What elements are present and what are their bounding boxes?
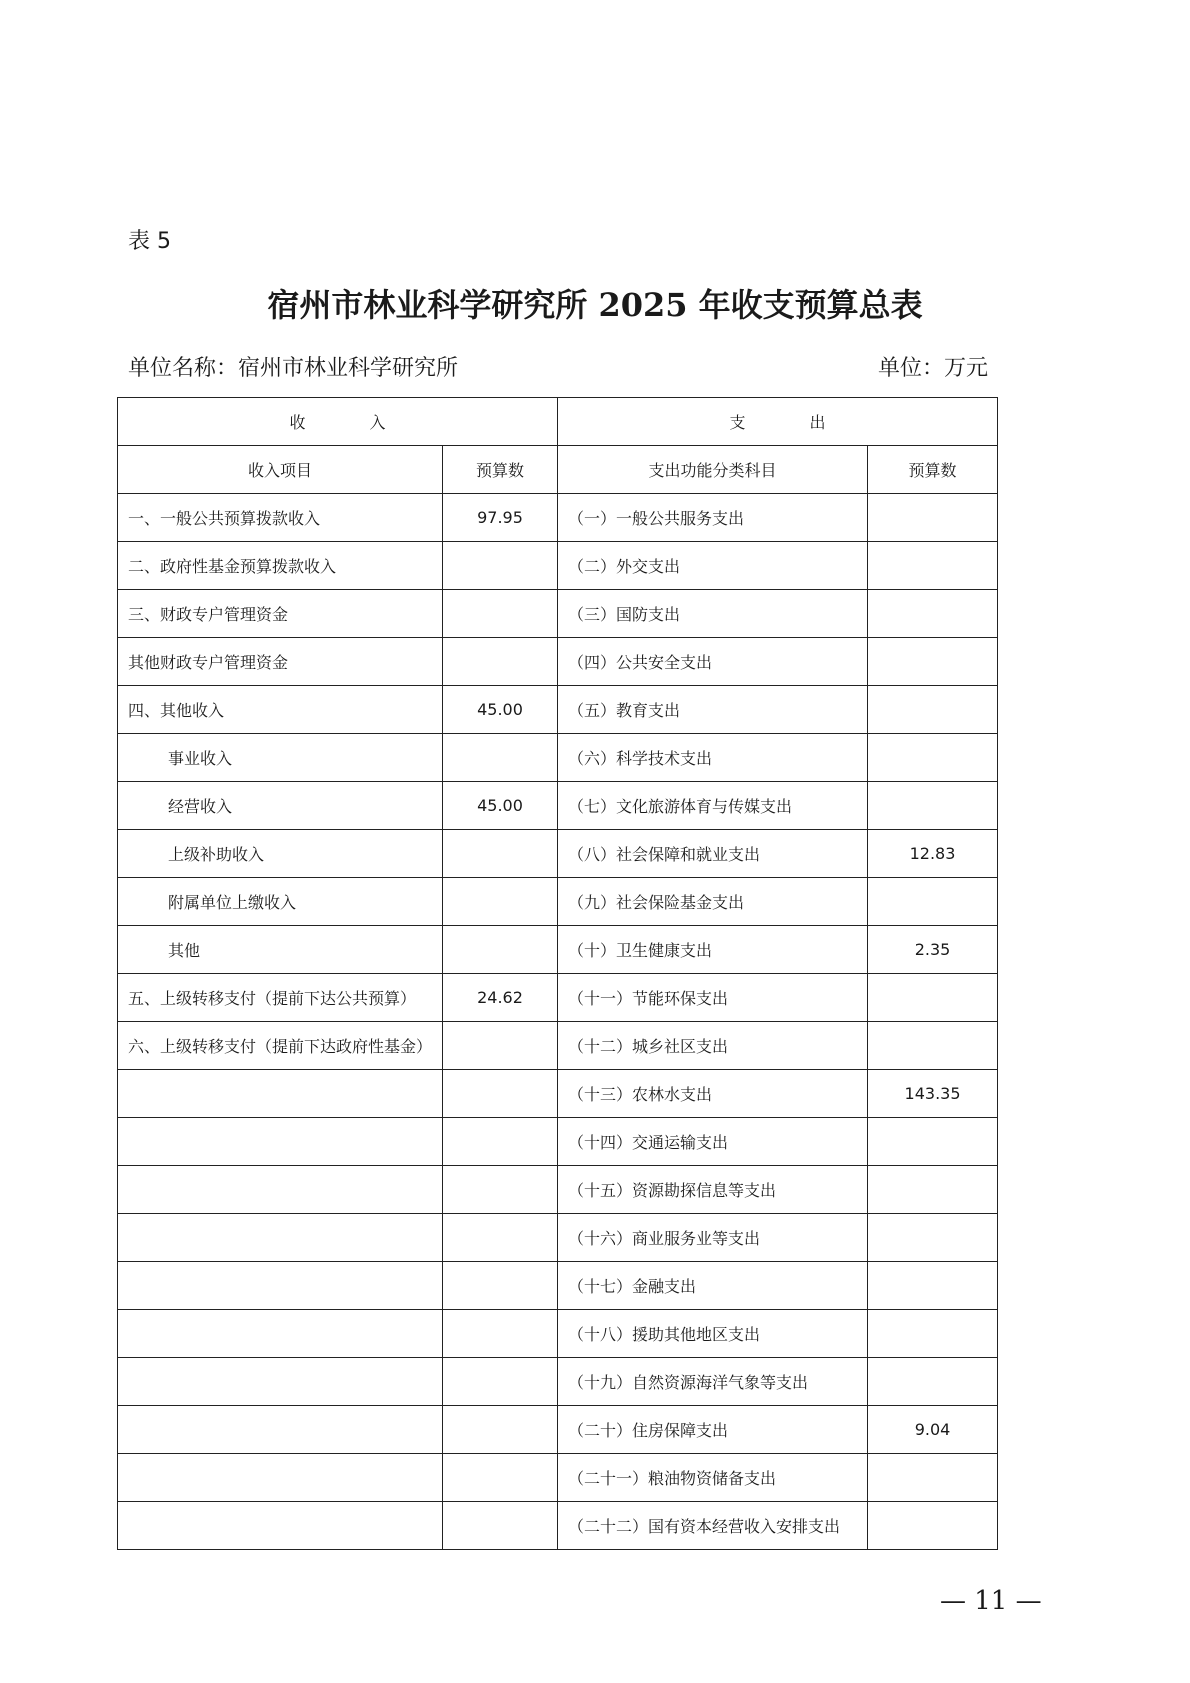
income-item-cell: 二、政府性基金预算拨款收入 <box>118 542 443 590</box>
expenditure-item-cell: （十七）金融支出 <box>558 1262 868 1310</box>
expenditure-amount-cell <box>868 542 998 590</box>
expenditure-amount-cell <box>868 878 998 926</box>
table-row <box>118 1070 998 1118</box>
income-amount-cell <box>443 1358 558 1406</box>
expenditure-amount-cell <box>868 1502 998 1550</box>
expenditure-item-cell: （十二）城乡社区支出 <box>558 1022 868 1070</box>
expenditure-amount-cell <box>868 494 998 542</box>
income-amount-cell <box>443 926 558 974</box>
expenditure-item-header: 支出功能分类科目 <box>558 446 868 494</box>
income-item-cell <box>118 1070 443 1118</box>
income-item-cell: 四、其他收入 <box>118 686 443 734</box>
table-row <box>118 1358 998 1406</box>
expenditure-amount-cell <box>868 1454 998 1502</box>
income-amount-cell <box>443 1214 558 1262</box>
table-row <box>118 1166 998 1214</box>
income-amount-cell <box>443 590 558 638</box>
income-item-header: 收入项目 <box>118 446 443 494</box>
income-item-cell <box>118 1502 443 1550</box>
table-row <box>118 1262 998 1310</box>
expenditure-item-cell: （二）外交支出 <box>558 542 868 590</box>
expenditure-item-cell: （二十二）国有资本经营收入安排支出 <box>558 1502 868 1550</box>
income-item-cell <box>118 1262 443 1310</box>
expenditure-item-cell: （八）社会保障和就业支出 <box>558 830 868 878</box>
expenditure-item-cell: （九）社会保险基金支出 <box>558 878 868 926</box>
income-amount-cell: 97.95 <box>443 494 558 542</box>
table-row <box>118 494 998 542</box>
expenditure-group-header: 支 出 <box>558 398 998 446</box>
table-row <box>118 1502 998 1550</box>
income-item-cell: 事业收入 <box>118 734 443 782</box>
income-amount-cell: 45.00 <box>443 686 558 734</box>
expenditure-item-cell: （二十）住房保障支出 <box>558 1406 868 1454</box>
expenditure-amount-cell <box>868 1358 998 1406</box>
expenditure-amount-header: 预算数 <box>868 446 998 494</box>
table-row <box>118 686 998 734</box>
income-item-cell: 三、财政专户管理资金 <box>118 590 443 638</box>
income-amount-cell <box>443 542 558 590</box>
income-amount-cell <box>443 830 558 878</box>
expenditure-amount-cell <box>868 686 998 734</box>
table-row <box>118 542 998 590</box>
expenditure-amount-cell: 9.04 <box>868 1406 998 1454</box>
expenditure-item-cell: （十九）自然资源海洋气象等支出 <box>558 1358 868 1406</box>
table-row <box>118 830 998 878</box>
income-amount-cell <box>443 878 558 926</box>
income-amount-cell <box>443 638 558 686</box>
income-amount-cell <box>443 1166 558 1214</box>
expenditure-amount-cell <box>868 638 998 686</box>
expenditure-amount-cell <box>868 1166 998 1214</box>
income-amount-cell <box>443 1118 558 1166</box>
income-item-cell <box>118 1118 443 1166</box>
expenditure-amount-cell: 143.35 <box>868 1070 998 1118</box>
income-amount-cell <box>443 734 558 782</box>
expenditure-item-cell: （十）卫生健康支出 <box>558 926 868 974</box>
income-item-cell <box>118 1358 443 1406</box>
expenditure-item-cell: （二十一）粮油物资储备支出 <box>558 1454 868 1502</box>
income-item-cell: 其他财政专户管理资金 <box>118 638 443 686</box>
expenditure-item-cell: （十六）商业服务业等支出 <box>558 1214 868 1262</box>
expenditure-item-cell: （十一）节能环保支出 <box>558 974 868 1022</box>
currency-unit: 单位：万元 <box>878 356 989 381</box>
expenditure-item-cell: （五）教育支出 <box>558 686 868 734</box>
income-item-cell: 一、一般公共预算拨款收入 <box>118 494 443 542</box>
income-amount-cell <box>443 1406 558 1454</box>
table-row <box>118 1214 998 1262</box>
income-item-cell: 经营收入 <box>118 782 443 830</box>
table-row <box>118 1310 998 1358</box>
expenditure-item-cell: （十四）交通运输支出 <box>558 1118 868 1166</box>
income-item-cell <box>118 1214 443 1262</box>
expenditure-amount-cell: 12.83 <box>868 830 998 878</box>
table-row <box>118 1022 998 1070</box>
page-number: — 11 — <box>940 1586 1042 1616</box>
income-item-cell <box>118 1454 443 1502</box>
income-amount-cell: 45.00 <box>443 782 558 830</box>
income-item-cell: 上级补助收入 <box>118 830 443 878</box>
income-group-header: 收 入 <box>118 398 558 446</box>
table-row <box>118 1454 998 1502</box>
expenditure-amount-cell <box>868 782 998 830</box>
table-row <box>118 782 998 830</box>
expenditure-amount-cell: 2.35 <box>868 926 998 974</box>
income-amount-cell: 24.62 <box>443 974 558 1022</box>
expenditure-amount-cell <box>868 1310 998 1358</box>
table-row <box>118 974 998 1022</box>
income-item-cell: 其他 <box>118 926 443 974</box>
table-label: 表 5 <box>128 229 171 254</box>
income-item-cell: 附属单位上缴收入 <box>118 878 443 926</box>
table-row <box>118 734 998 782</box>
expenditure-item-cell: （七）文化旅游体育与传媒支出 <box>558 782 868 830</box>
expenditure-item-cell: （四）公共安全支出 <box>558 638 868 686</box>
income-amount-cell <box>443 1070 558 1118</box>
income-item-cell: 六、上级转移支付（提前下达政府性基金） <box>118 1022 443 1070</box>
page-title: 宿州市林业科学研究所 2025 年收支预算总表 <box>267 286 923 324</box>
expenditure-item-cell: （十三）农林水支出 <box>558 1070 868 1118</box>
expenditure-amount-cell <box>868 1214 998 1262</box>
income-amount-cell <box>443 1502 558 1550</box>
income-item-cell <box>118 1406 443 1454</box>
income-item-cell <box>118 1310 443 1358</box>
table-column-header-row <box>118 446 998 494</box>
expenditure-amount-cell <box>868 734 998 782</box>
expenditure-amount-cell <box>868 1022 998 1070</box>
expenditure-item-cell: （六）科学技术支出 <box>558 734 868 782</box>
table-row <box>118 590 998 638</box>
table-row <box>118 1406 998 1454</box>
expenditure-amount-cell <box>868 1262 998 1310</box>
expenditure-amount-cell <box>868 590 998 638</box>
expenditure-amount-cell <box>868 974 998 1022</box>
table-row <box>118 638 998 686</box>
income-amount-header: 预算数 <box>443 446 558 494</box>
table-row <box>118 1118 998 1166</box>
unit-name: 单位名称：宿州市林业科学研究所 <box>128 356 459 381</box>
income-amount-cell <box>443 1310 558 1358</box>
income-amount-cell <box>443 1022 558 1070</box>
expenditure-item-cell: （三）国防支出 <box>558 590 868 638</box>
expenditure-item-cell: （十五）资源勘探信息等支出 <box>558 1166 868 1214</box>
income-item-cell: 五、上级转移支付（提前下达公共预算） <box>118 974 443 1022</box>
income-amount-cell <box>443 1454 558 1502</box>
expenditure-item-cell: （十八）援助其他地区支出 <box>558 1310 868 1358</box>
table-row <box>118 878 998 926</box>
expenditure-item-cell: （一）一般公共服务支出 <box>558 494 868 542</box>
income-item-cell <box>118 1166 443 1214</box>
budget-table <box>117 397 998 1550</box>
table-row <box>118 926 998 974</box>
table-group-header-row <box>118 398 998 446</box>
expenditure-amount-cell <box>868 1118 998 1166</box>
income-amount-cell <box>443 1262 558 1310</box>
